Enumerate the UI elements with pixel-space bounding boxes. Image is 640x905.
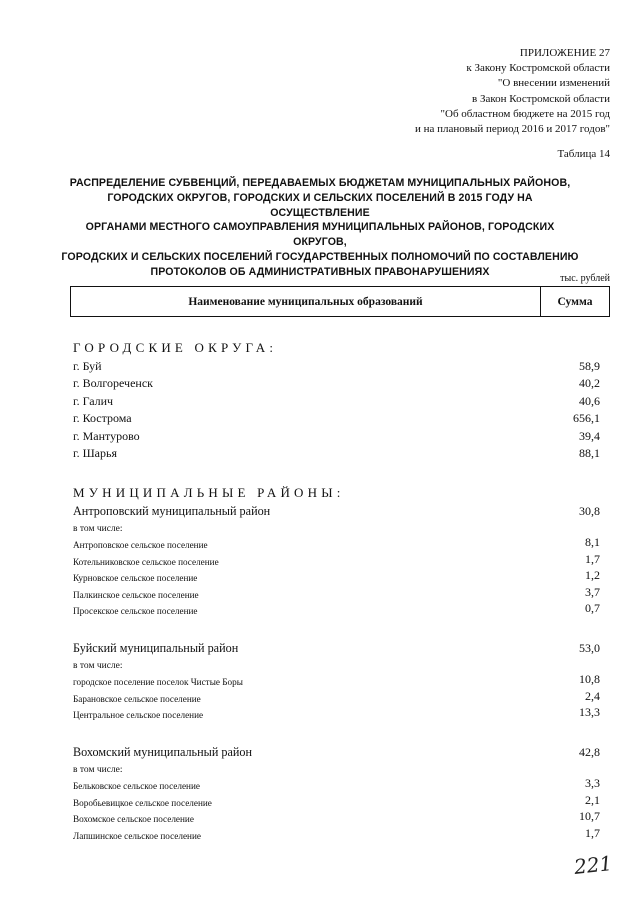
appendix-note [415, 46, 610, 137]
settlement-name: Бельковское сельское поселение [73, 781, 200, 791]
settlement-name: городское поселение поселок Чистые Боры [73, 677, 243, 687]
row-name: г. Галич [73, 393, 114, 408]
section-heading-municipal-districts: МУНИЦИПАЛЬНЫЕ РАЙОНЫ: [73, 485, 345, 500]
appendix-line: и на плановый период 2016 и 2017 годов" [414, 123, 610, 136]
district-row [73, 501, 610, 519]
table-row [73, 426, 610, 444]
settlement-row [73, 775, 610, 792]
table-row [73, 444, 610, 462]
settlement-name: Котельниковское сельское поселение [73, 556, 219, 567]
row-name: г. Мантурово [73, 428, 140, 443]
column-header-sum: Сумма [557, 295, 593, 308]
district-value: 42,8 [579, 744, 600, 759]
settlement-row [73, 704, 610, 721]
settlement-name: Палкинское сельское поселение [73, 589, 199, 600]
appendix-line: к Закону Костромской области [466, 62, 610, 75]
units-label: тыс. рублей [560, 273, 610, 284]
settlement-value: 1,7 [585, 825, 600, 840]
settlement-value: 3,3 [585, 776, 600, 790]
settlement-row [73, 600, 610, 617]
row-value: 40,6 [579, 393, 600, 408]
district-row [73, 742, 610, 760]
settlement-row [73, 671, 610, 688]
settlement-name: Антроповское сельское поселение [73, 540, 208, 550]
appendix-line: "О внесении изменений [497, 77, 610, 90]
table-row [73, 356, 610, 374]
row-name: г. Волгореченск [73, 376, 153, 390]
table-number: Таблица 14 [557, 148, 610, 160]
district-value: 30,8 [579, 503, 600, 518]
settlement-value: 2,4 [585, 688, 600, 703]
settlement-name: Просекское сельское поселение [73, 606, 198, 616]
section-heading-city-districts: ГОРОДСКИЕ ОКРУГА: [73, 340, 278, 355]
including-row [73, 760, 610, 775]
settlement-value: 10,7 [579, 809, 600, 823]
table-row [73, 374, 610, 392]
settlement-name: Лапшинское сельское поселение [73, 830, 201, 841]
row-value: 40,2 [579, 376, 600, 390]
table-row [73, 409, 610, 427]
district-value: 53,0 [579, 640, 600, 655]
title-line: ПРОТОКОЛОВ ОБ АДМИНИСТРАТИВНЫХ ПРАВОНАРУШЕНИЯХ [150, 265, 490, 278]
settlement-name: Центральное сельское поселение [73, 710, 204, 720]
document-title [60, 176, 580, 280]
appendix-line: "Об областном бюджете на 2015 год [440, 107, 610, 120]
settlement-name: Воробьевицкое сельское поселение [73, 797, 212, 808]
settlement-value: 8,1 [585, 535, 600, 549]
settlement-name: Барановское сельское поселение [73, 693, 201, 704]
title-line: ГОРОДСКИХ ОКРУГОВ, ГОРОДСКИХ И СЕЛЬСКИХ ПОСЕЛЕНИЙ В 2015 ГОДУ НА ОСУЩЕСТВЛЕНИЕ [107, 191, 533, 219]
settlement-row [73, 687, 610, 704]
appendix-line: ПРИЛОЖЕНИЕ 27 [519, 47, 610, 59]
appendix-line: в Закон Костромской области [472, 92, 610, 105]
settlement-row [73, 808, 610, 825]
settlement-row [73, 791, 610, 808]
district-name: Антроповский муниципальный район [73, 503, 271, 518]
settlement-value: 13,3 [579, 705, 600, 719]
including-label: в том числе: [73, 660, 123, 671]
row-value: 88,1 [579, 446, 600, 460]
title-line: РАСПРЕДЕЛЕНИЕ СУБВЕНЦИЙ, ПЕРЕДАВАЕМЫХ БЮДЖЕТАМ МУНИЦИПАЛЬНЫХ РАЙОНОВ, [69, 177, 571, 189]
including-row [73, 519, 610, 534]
district-name: Вохомский муниципальный район [73, 744, 253, 759]
settlement-row [73, 534, 610, 551]
settlement-value: 1,2 [585, 568, 600, 582]
row-value: 58,9 [579, 358, 600, 373]
column-header-name: Наименование муниципальных образований [71, 287, 541, 316]
district-name: Буйский муниципальный район [73, 640, 239, 655]
including-label: в том числе: [73, 523, 123, 534]
settlement-name: Курновское сельское поселение [73, 573, 198, 583]
row-name: г. Буй [73, 358, 102, 373]
page-number: 221 [572, 851, 614, 879]
settlement-name: Вохомское сельское поселение [73, 814, 194, 824]
settlement-value: 10,8 [579, 672, 600, 686]
district-row [73, 638, 610, 656]
row-value: 39,4 [579, 428, 600, 443]
settlement-value: 2,1 [585, 792, 600, 807]
including-label: в том числе: [73, 764, 123, 775]
table-header [70, 286, 610, 317]
row-name: г. Кострома [73, 411, 132, 425]
title-line: ГОРОДСКИХ И СЕЛЬСКИХ ПОСЕЛЕНИЙ ГОСУДАРСТВЕННЫХ ПОЛНОМОЧИЙ ПО СОСТАВЛЕНИЮ [61, 250, 579, 263]
settlement-row [73, 824, 610, 841]
title-line: ОРГАНАМИ МЕСТНОГО САМОУПРАВЛЕНИЯ МУНИЦИПАЛЬНЫХ РАЙОНОВ, ГОРОДСКИХ ОКРУГОВ, [85, 221, 555, 249]
table-body [73, 338, 610, 841]
row-value: 656,1 [573, 411, 600, 425]
row-name: г. Шарья [73, 446, 117, 460]
settlement-row [73, 550, 610, 567]
settlement-value: 3,7 [585, 584, 600, 599]
settlement-row [73, 567, 610, 584]
settlement-value: 0,7 [585, 601, 600, 615]
including-row [73, 656, 610, 671]
table-row [73, 391, 610, 409]
settlement-value: 1,7 [585, 551, 600, 566]
settlement-row [73, 583, 610, 600]
